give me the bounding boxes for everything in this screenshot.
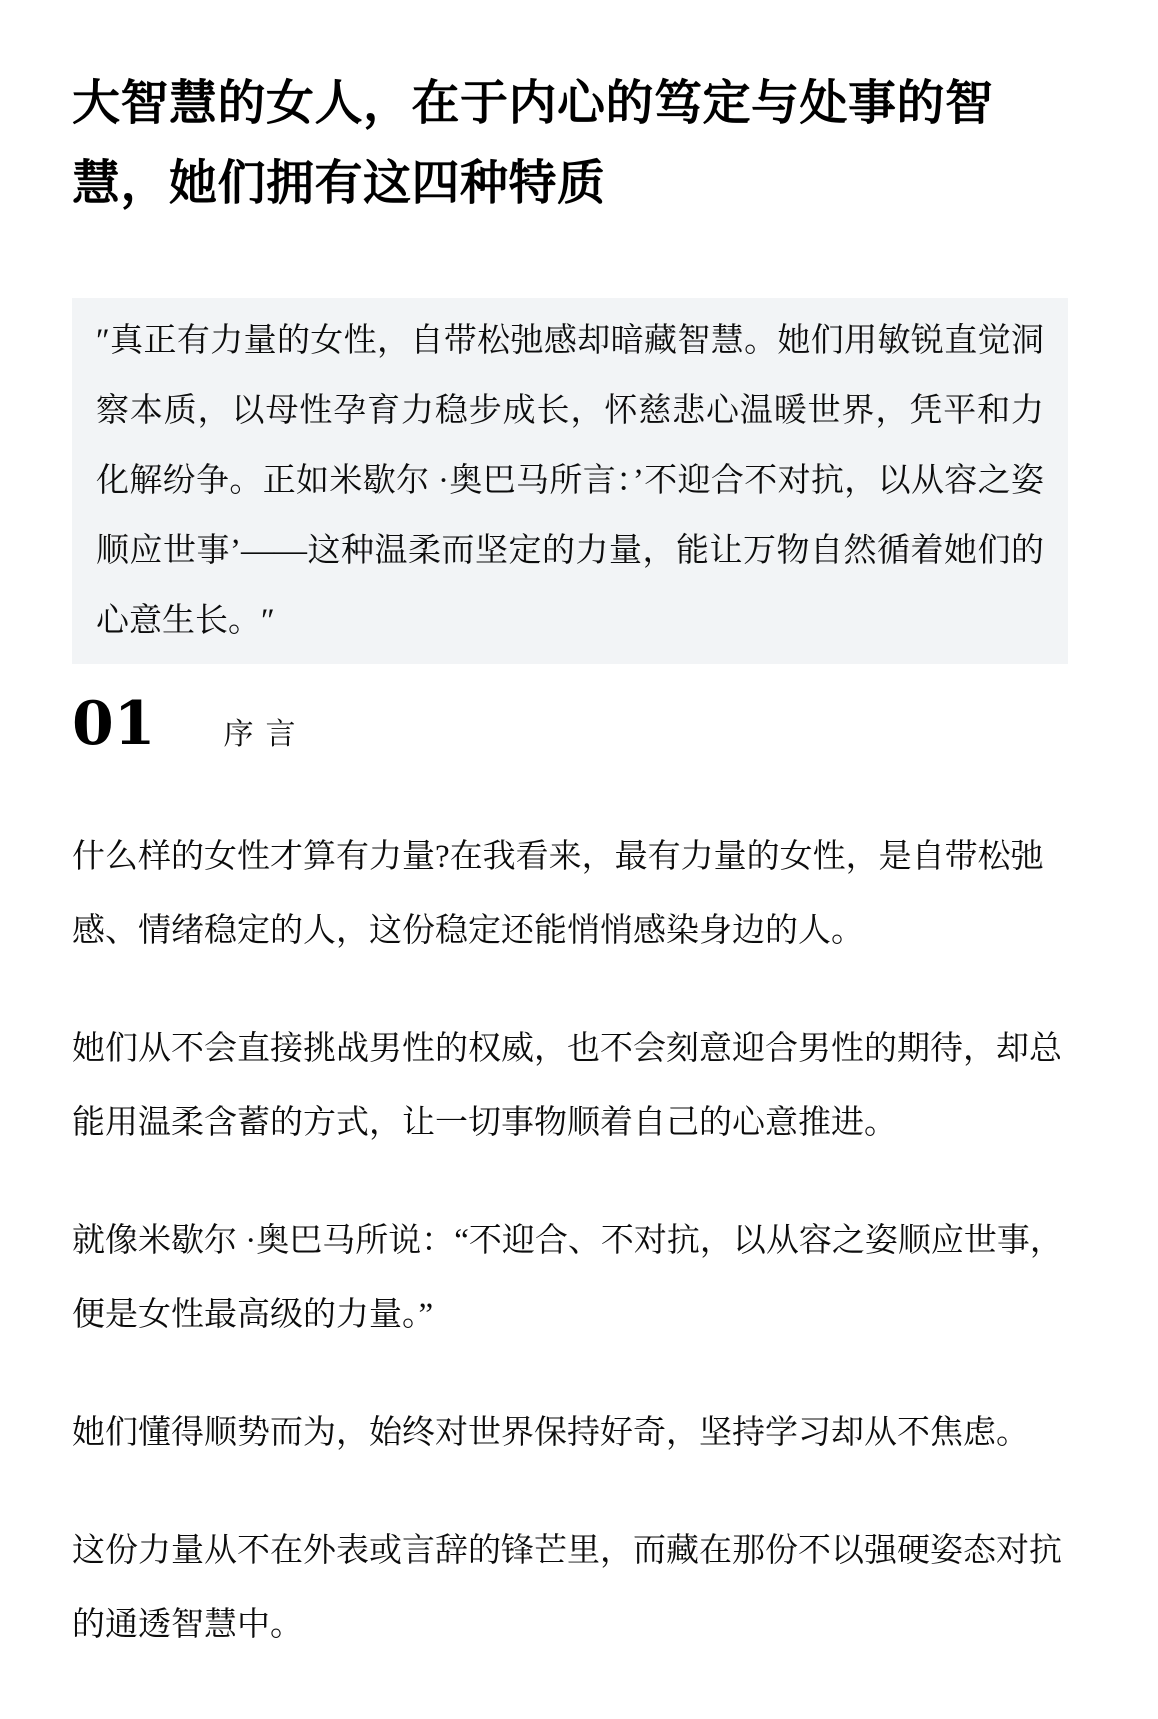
- paragraph: 就像米歇尔 ·奥巴马所说：“不迎合、不对抗，以从容之姿顺应世事，便是女性最高级的力量。”: [72, 1223, 1063, 1333]
- paragraph: 她们懂得顺势而为，始终对世界保持好奇，坚持学习却从不焦虑。: [72, 1415, 1029, 1451]
- article-title: 大智慧的女人，在于内心的笃定与处事的智慧，她们拥有这四种特质: [72, 77, 994, 210]
- quote-block: ″真正有力量的女性，自带松弛感却暗藏智慧。她们用敏锐直觉洞察本质，以母性孕育力稳步成长，怀慈悲心温暖世界，凭平和力化解纷争。正如米歇尔 ·奥巴马所言：’不迎合不对抗，以从容之姿顺应世事’——这种温柔而坚定的力量，能让万物自然循着她们的心意生长。″: [72, 298, 1068, 664]
- article-body: [72, 820, 1086, 1662]
- section-label: 序言: [223, 718, 308, 751]
- section-number: 01: [72, 689, 156, 759]
- paragraph: 她们从不会直接挑战男性的权威，也不会刻意迎合男性的期待，却总能用温柔含蓄的方式，让一切事物顺着自己的心意推进。: [72, 1031, 1062, 1141]
- paragraph: 什么样的女性才算有力量?在我看来，最有力量的女性，是自带松弛感、情绪稳定的人，这份稳定还能悄悄感染身边的人。: [72, 839, 1044, 949]
- section-heading: [72, 689, 1086, 759]
- paragraph: 这份力量从不在外表或言辞的锋芒里，而藏在那份不以强硬姿态对抗的通透智慧中。: [72, 1533, 1062, 1643]
